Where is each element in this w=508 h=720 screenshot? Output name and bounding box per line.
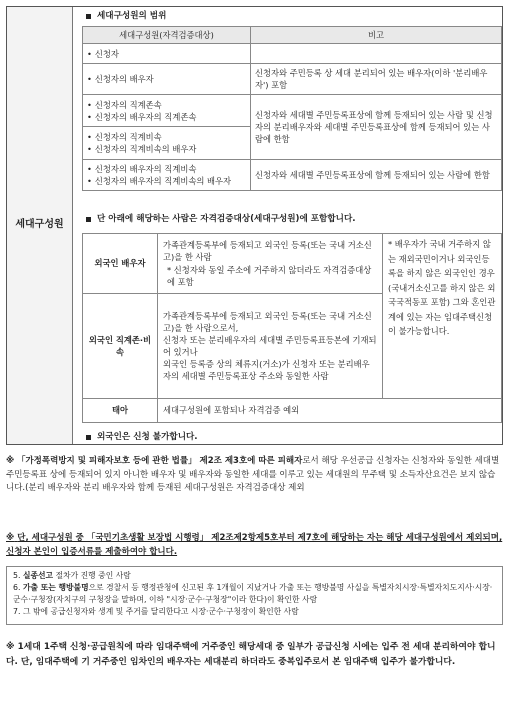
- included-members-table: [82, 233, 502, 423]
- table-header: 비고: [251, 27, 502, 44]
- list-item: 7. 그 밖에 공급신청자와 생계 및 주거를 달리한다고 시장·군수·구청장이 확인한 사람: [13, 607, 299, 617]
- table-cell: • 신청자의 배우자: [83, 64, 251, 95]
- note-basic-livelihood: ※ 단, 세대구성원 중 「국민기초생활 보장법 시행령」 제2조제2항제5호부터 제7호에 해당하는 자는 해당 세대구성원에서 제외되며, 신청자 본인이 입증서류를 제출하여야 합니다.: [6, 533, 503, 557]
- section2-title: 단 아래에 해당하는 사람은 자격검증대상(세대구성원)에 포함합니다.: [86, 213, 356, 225]
- section3-title: 외국인은 신청 불가합니다.: [86, 431, 198, 443]
- household-member-box: [6, 6, 503, 445]
- list-item: 6. 가출 또는 행방불명으로 경찰서 등 행정관청에 신고된 후 1개월이 지났거나 가출 또는 행방불명 사실을 특별자치시장·특별자치도지사·시장·군수·구청장(자치구의 구청장을 말하며, 이하 "시장·군수·구청장"이라 한다)이 확인한 사람: [13, 583, 493, 605]
- list-item: 5. 실종선고 절차가 진행 중인 사람: [13, 571, 131, 580]
- table-cell: • 신청자의 배우자의 직계비속 • 신청자의 배우자의 직계비속의 배우자: [83, 160, 251, 191]
- table-cell-merged: 신청자와 세대별 주민등록표상에 함께 등재되어 있는 사람 및 신청자의 분리배우자와 세대별 주민등록표상에 함께 등재되어 있는 사람에 한함: [251, 95, 502, 160]
- table-cell: 신청자와 주민등록 상 세대 분리되어 있는 배우자(이하 '분리배우자') 포함: [251, 64, 502, 95]
- table-cell: 세대구성원에 포함되나 자격검증 예외: [158, 399, 502, 423]
- table-cell: 가족관계등록부에 등재되고 외국인 등록(또는 국내 거소신고)을 한 사람으로서, 신청자 또는 분리배우자의 세대별 주민등록표등본에 기재되어 있거나 외국인 등록증 상의 체류지(거소)가 신청자 또는 분리배우자의 세대별 주민등록표상 주소와 동일한 사람: [158, 294, 383, 399]
- table-cell: • 신청자의 직계존속 • 신청자의 배우자의 직계존속: [83, 95, 251, 127]
- row-label: 외국인 배우자: [83, 234, 158, 294]
- side-note: * 배우자가 국내 거주하지 않는 재외국민이거나 외국인등록을 하지 않은 외국인인 경우(국내거소신고를 하지 않은 외국국적동포 포함) 그와 혼인관계에 있는 자는 임대주택신청이 불가능합니다.: [383, 234, 502, 399]
- table-cell: • 신청자의 직계비속 • 신청자의 직계비속의 배우자: [83, 127, 251, 160]
- table-header: 세대구성원(자격검증대상): [83, 27, 251, 44]
- member-scope-table: [82, 26, 502, 191]
- row-label: 태아: [83, 399, 158, 423]
- row-label: 외국인 직계존·비속: [83, 294, 158, 399]
- square-bullet-icon: [86, 435, 91, 440]
- section1-title: 세대구성원의 범위: [86, 10, 166, 22]
- exclusion-box: [6, 566, 503, 625]
- note-domestic-violence: ※ 「가정폭력방지 및 피해자보호 등에 관한 법률」 제2조 제3호에 따른 피해자로서 해당 우선공급 신청자는 신청자와 동일한 세대별 주민등록표 상에 등재되어 있지 아니한 배우자 및 배우자와 동일한 세대를 이루고 있는 세대원의 무주택 및 소득자산요건은 보지 않습니다.(분리 배우자와 분리 배우자와 함께 등재된 세대구성원은 자격검증대상 제외: [6, 456, 500, 494]
- table-cell: • 신청자: [83, 44, 251, 64]
- table-cell: [251, 44, 502, 64]
- table-cell: 가족관계등록부에 등재되고 외국인 등록(또는 국내 거소신고)을 한 사람 * 신청자와 동일 주소에 거주하지 않더라도 자격검증대상에 포함: [158, 234, 383, 294]
- table-cell: 신청자와 세대별 주민등록표상에 함께 등재되어 있는 사람에 한함: [251, 160, 502, 191]
- note-one-household: ※ 1세대 1주택 신청·공급원칙에 따라 임대주택에 거주중인 해당세대 중 일부가 공급신청 시에는 입주 전 세대 분리하여야 합니다. 단, 임대주택에 기 거주중인 임차인의 배우자는 세대분리 하더라도 중복입주로서 본 임대주택 입주가 불가합니다.: [6, 642, 496, 668]
- square-bullet-icon: [86, 217, 91, 222]
- household-content: [74, 7, 502, 444]
- square-bullet-icon: [86, 14, 91, 19]
- row-header: 세대구성원: [7, 7, 73, 444]
